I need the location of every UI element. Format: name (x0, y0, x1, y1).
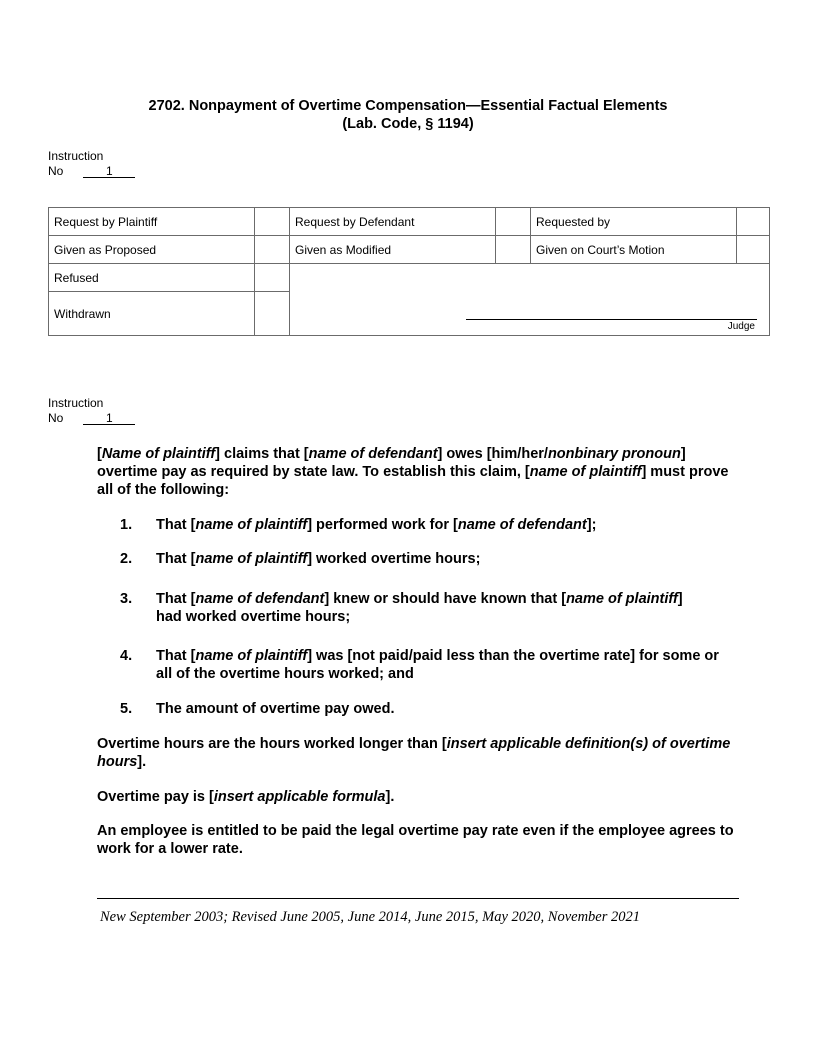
given-on-courts-motion-box[interactable] (737, 236, 770, 264)
requested-by-label: Requested by (531, 208, 737, 236)
closing-paragraph: An employee is entitled to be paid the legal overtime pay rate even if the employee agrees to work for a lower rate. (97, 823, 734, 857)
title-line-1: 2702. Nonpayment of Overtime Compensation—Essential Factual Elements (148, 98, 668, 114)
request-by-defendant-label: Request by Defendant (290, 208, 496, 236)
element-item-4: 4. That [name of plaintiff] was [not paid/paid less than the overtime rate] for some or all of the overtime hours worked; and (120, 648, 719, 682)
given-on-courts-motion-label: Given on Court’s Motion (531, 236, 737, 264)
given-as-proposed-label: Given as Proposed (49, 236, 255, 264)
title-line-2: (Lab. Code, § 1194) (342, 116, 474, 132)
instruction-number-top (48, 149, 135, 178)
instruction-number-bottom (48, 396, 135, 425)
request-by-plaintiff-box[interactable] (255, 208, 290, 236)
element-item-3: 3. That [name of defendant] knew or should have known that [name of plaintiff] had worked overtime hours; (120, 591, 683, 625)
instruction-label: Instruction (48, 149, 104, 163)
element-item-1: 1. That [name of plaintiff] performed work for [name of defendant]; (120, 517, 597, 533)
footer-divider (97, 898, 739, 899)
revision-history: New September 2003; Revised June 2005, June 2014, June 2015, May 2020, November 2021 (100, 909, 640, 925)
instruction-label: Instruction (48, 396, 104, 410)
instruction-number: 1 (83, 412, 135, 425)
judge-label: Judge (727, 321, 755, 332)
instruction-no-label: No (48, 410, 64, 425)
intro-paragraph: [Name of plaintiff] claims that [name of defendant] owes [him/her/nonbinary pronoun] overtime pay as required by state law. To establish this claim, [name of plaintiff] must prove all of the following: (97, 446, 729, 498)
given-as-modified-box[interactable] (496, 236, 531, 264)
overtime-hours-paragraph: Overtime hours are the hours worked longer than [insert applicable definition(s) of overtime hours]. (97, 736, 731, 770)
element-item-5: 5. The amount of overtime pay owed. (120, 701, 395, 717)
refused-box[interactable] (255, 264, 290, 292)
given-as-proposed-box[interactable] (255, 236, 290, 264)
instruction-no-label: No (48, 163, 64, 178)
overtime-pay-paragraph: Overtime pay is [insert applicable formula]. (97, 789, 395, 805)
request-table (48, 207, 770, 336)
judge-signature-line (466, 319, 757, 320)
request-by-defendant-box[interactable] (496, 208, 531, 236)
requested-by-box[interactable] (737, 208, 770, 236)
refused-label: Refused (49, 264, 255, 292)
instruction-number: 1 (83, 165, 135, 178)
withdrawn-label: Withdrawn (49, 292, 255, 336)
judge-signature-area[interactable] (290, 264, 770, 336)
document-title (48, 97, 768, 133)
element-item-2: 2. That [name of plaintiff] worked overtime hours; (120, 551, 481, 567)
given-as-modified-label: Given as Modified (290, 236, 496, 264)
withdrawn-box[interactable] (255, 292, 290, 336)
request-by-plaintiff-label: Request by Plaintiff (49, 208, 255, 236)
